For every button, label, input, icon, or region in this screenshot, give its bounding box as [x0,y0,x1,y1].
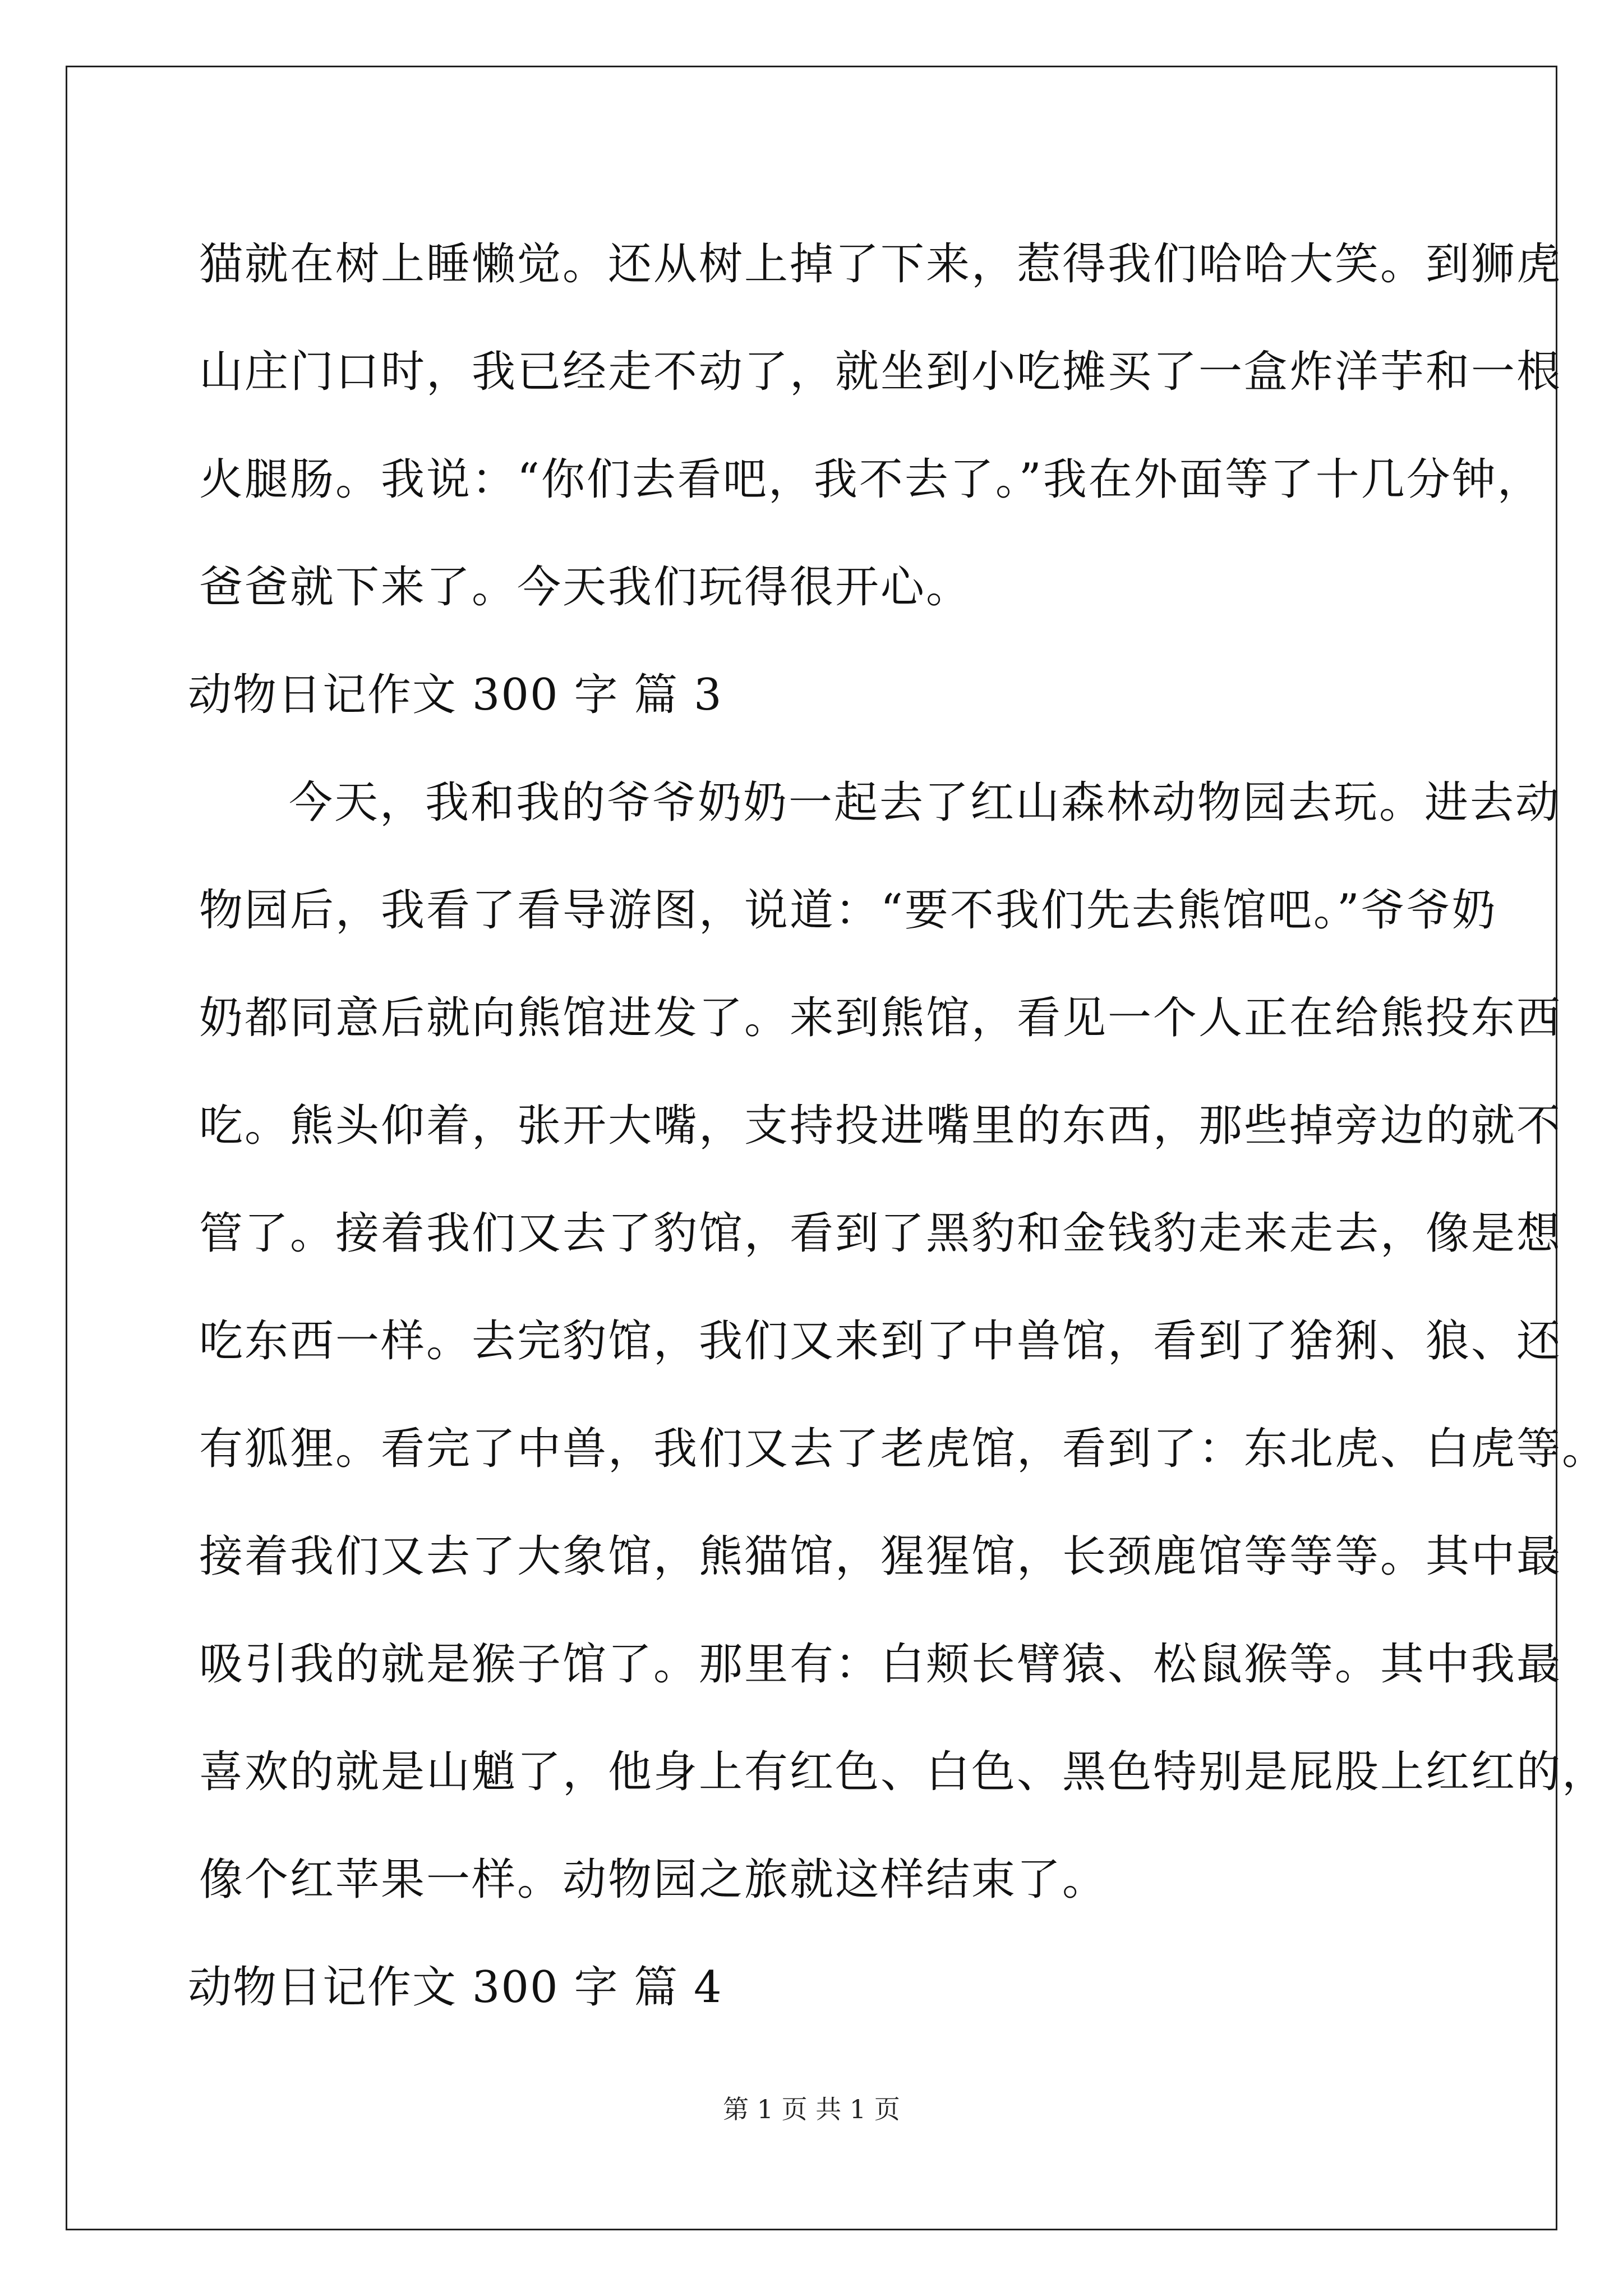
section-heading-4: 动物日记作文 300 字 篇 4 [188,1962,723,2013]
paragraph-line: 有狐狸。看完了中兽，我们又去了老虎馆，看到了：东北虎、白虎等。 [199,1424,1608,1474]
paragraph-line: 爸爸就下来了。今天我们玩得很开心。 [199,562,972,613]
paragraph-line: 物园后，我看了看导游图，说道：“要不我们先去熊馆吧。”爷爷奶 [199,885,1497,936]
paragraph-line: 山庄门口时，我已经走不动了，就坐到小吃摊买了一盒炸洋芋和一根 [199,347,1562,397]
paragraph-line: 火腿肠。我说：“你们去看吧，我不去了。”我在外面等了十几分钟， [199,454,1543,505]
document-body [188,210,1608,2041]
paragraph-line: 吸引我的就是猴子馆了。那里有：白颊长臂猿、松鼠猴等。其中我最 [199,1639,1562,1690]
paragraph-line: 管了。接着我们又去了豹馆，看到了黑豹和金钱豹走来走去，像是想 [199,1208,1562,1259]
paragraph-line: 猫就在树上睡懒觉。还从树上掉了下来，惹得我们哈哈大笑。到狮虎 [199,239,1562,289]
paragraph-line: 今天，我和我的爷爷奶奶一起去了红山森林动物园去玩。进去动 [289,777,1561,828]
section-heading-3: 动物日记作文 300 字 篇 3 [188,670,723,720]
paragraph-line: 接着我们又去了大象馆，熊猫馆，猩猩馆，长颈鹿馆等等等。其中最 [199,1531,1562,1582]
paragraph-line: 奶都同意后就向熊馆进发了。来到熊馆，看见一个人正在给熊投东西 [199,993,1562,1043]
page-footer: 第 1 页 共 1 页 [723,2094,900,2124]
paragraph-line: 喜欢的就是山魈了，他身上有红色、白色、黑色特别是屁股上红红的， [199,1747,1608,1797]
paragraph-line: 吃。熊头仰着，张开大嘴，支持投进嘴里的东西，那些掉旁边的就不 [199,1101,1562,1151]
paragraph-line: 吃东西一样。去完豹馆，我们又来到了中兽馆，看到了猞猁、狼、还 [199,1316,1562,1366]
paragraph-line: 像个红苹果一样。动物园之旅就这样结束了。 [199,1855,1108,1905]
